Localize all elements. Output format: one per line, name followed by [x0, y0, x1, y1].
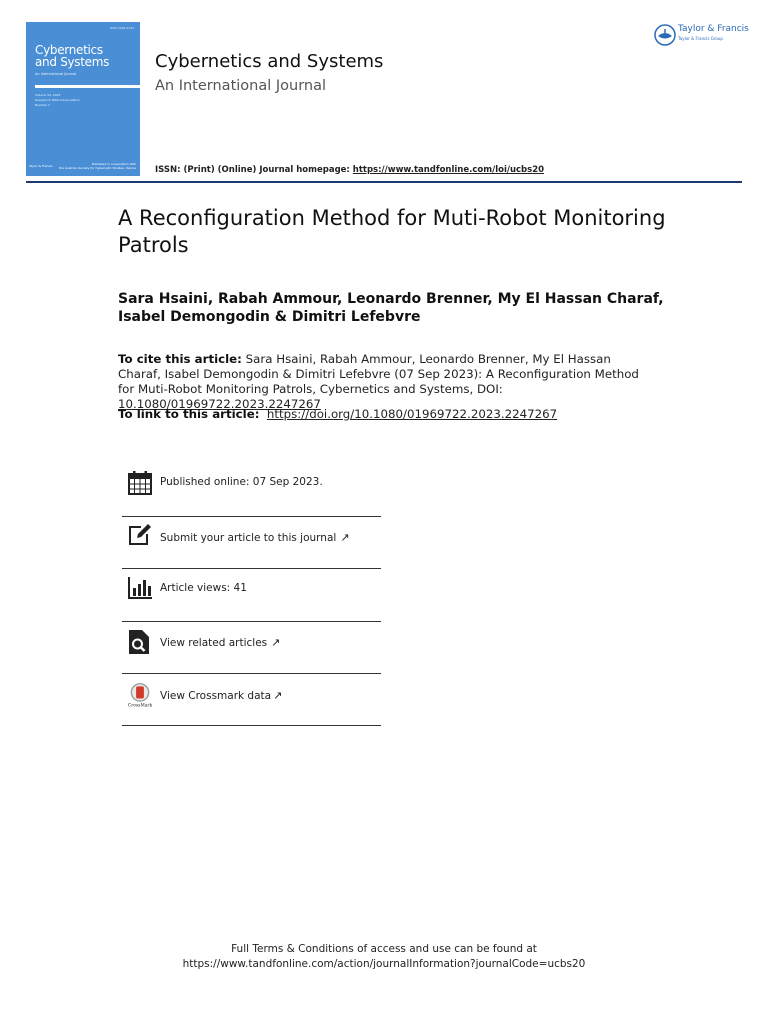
- journal-title: Cybernetics and Systems: [155, 51, 384, 72]
- article-authors: Sara Hsaini, Rabah Ammour, Leonardo Brenner, My El Hassan Charaf, Isabel Demongodin & Dimitri Lefebvre: [118, 291, 664, 325]
- cover-footer-line-1: Published in cooperation with: [91, 162, 136, 166]
- issn-label: ISSN: (Print) (Online) Journal homepage:: [155, 165, 353, 175]
- related-articles-link[interactable]: [160, 636, 280, 649]
- publisher-name: Taylor & Francis: [678, 24, 749, 34]
- calendar-icon: [127, 470, 153, 496]
- submit-article-text: Submit your article to this journal: [160, 532, 337, 544]
- citation-block: [118, 352, 648, 412]
- citation-text: Sara Hsaini, Rabah Ammour, Leonardo Brenner, My El Hassan Charaf, Isabel Demongodin & Dimitri Lefebvre (07 Sep 2023): A Reconfiguration Method for Muti-Robot Monitoring Patrols, Cybernetics and Systems, DOI:: [118, 352, 639, 396]
- submit-article-link[interactable]: [160, 531, 350, 544]
- related-articles-text: View related articles: [160, 637, 268, 649]
- crossmark-row[interactable]: [122, 674, 381, 726]
- submit-article-row[interactable]: [122, 517, 381, 569]
- journal-homepage-link[interactable]: https://www.tandfonline.com/loi/ucbs20: [352, 165, 545, 175]
- search-document-icon: [127, 629, 153, 655]
- cover-info-line-1: Volume 54, 2023: [35, 93, 61, 97]
- cover-footer-publisher: Taylor & Francis: [29, 164, 53, 168]
- cover-footer-cooperation: [59, 162, 136, 170]
- citation-label: To cite this article:: [118, 352, 242, 366]
- cover-footer-line-2: the Austrian Society for Cybernetic Studies, Vienna: [59, 166, 136, 170]
- crossmark-wordmark: CrossMark: [127, 703, 153, 708]
- citation-doi-link[interactable]: 10.1080/01969722.2023.2247267: [118, 397, 321, 411]
- cover-info-line-2: Issue/print ISSN online edition: [35, 98, 81, 102]
- crossmark-icon: [127, 682, 153, 708]
- article-link-label: To link to this article:: [118, 407, 260, 421]
- external-link-icon: ↗: [271, 636, 281, 649]
- edit-icon: [127, 522, 153, 548]
- cover-info-line-3: Number 1: [35, 103, 50, 107]
- journal-cover-image: [26, 22, 140, 176]
- cover-volume-info: [35, 93, 80, 108]
- article-link-line: [118, 407, 557, 421]
- cover-title-line-1: Cybernetics: [35, 43, 103, 57]
- crossmark-text: View Crossmark data: [160, 690, 272, 702]
- publisher-logo-icon: [654, 24, 676, 46]
- cover-issn-tag: ISSN 0196-9722: [109, 26, 134, 30]
- crossmark-link[interactable]: [160, 689, 282, 702]
- publisher-group: Taylor & Francis Group: [678, 36, 723, 41]
- external-link-icon: ↗: [340, 531, 350, 544]
- publisher-logo: [654, 22, 749, 48]
- article-views-text: Article views: 41: [160, 582, 247, 594]
- cover-divider: [35, 85, 140, 88]
- terms-footer-url[interactable]: https://www.tandfonline.com/action/journalInformation?journalCode=ucbs20: [182, 958, 586, 970]
- published-online-row: [122, 465, 381, 517]
- published-online-text: Published online: 07 Sep 2023.: [160, 476, 323, 488]
- external-link-icon: ↗: [273, 689, 283, 702]
- related-articles-row[interactable]: [122, 622, 381, 674]
- journal-subtitle: An International Journal: [155, 78, 327, 94]
- bar-chart-icon: [127, 575, 153, 601]
- article-title: A Reconfiguration Method for Muti-Robot Monitoring Patrols: [118, 206, 666, 257]
- article-views-row: [122, 569, 381, 621]
- cover-title: [35, 44, 109, 68]
- terms-footer-line-1: Full Terms & Conditions of access and use can be found at: [231, 943, 537, 955]
- article-doi-link[interactable]: https://doi.org/10.1080/01969722.2023.2247267: [266, 407, 558, 421]
- issn-line: [155, 165, 544, 175]
- header-divider: [26, 181, 742, 183]
- terms-footer: [0, 942, 768, 972]
- cover-subtitle: An International Journal: [35, 72, 77, 76]
- row-divider: [122, 725, 381, 726]
- cover-title-line-2: and Systems: [35, 55, 110, 69]
- cover-footer: [26, 162, 140, 172]
